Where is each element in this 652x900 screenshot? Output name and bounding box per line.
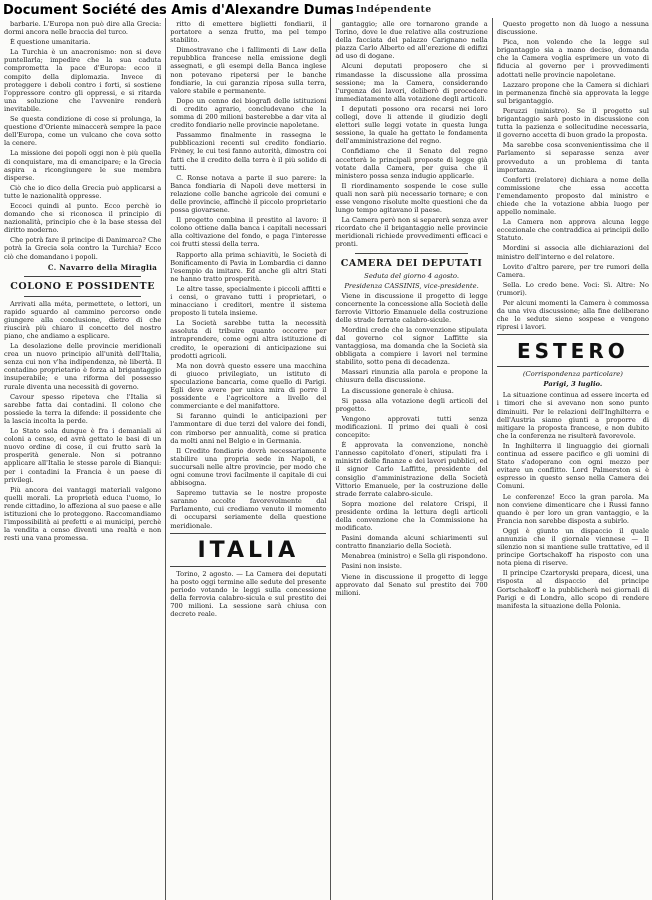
dateline: Parigi, 3 luglio. bbox=[543, 380, 603, 389]
column-3-paragraph: Alcuni deputati proposero che si rimandasse la discussione alla prossima sessione; ma la Camera, considerando l'urgenza dei lavori, deliberò di procedere immediatamente alla votazione degli articoli. bbox=[335, 62, 488, 103]
column-1-paragraph: Eccoci quindi al punto. Ecco perchè io domando che si riconosca il principio di nazionalità, principio che è la base stessa del diritto moderno. bbox=[4, 201, 162, 235]
column-1-paragraph: barbarie. L'Europa non può dire alla Grecia: dormi ancora nelle braccia del turco. bbox=[4, 20, 162, 37]
column-3-paragraph: Il riordinamento sospende le cose sulle quali non sarà più necessario tornare; e con esse vengono risolute molte questioni che da lungo tempo agitavano il paese. bbox=[335, 181, 488, 215]
presidency-line: Presidenza CASSINIS, vice-presidente. bbox=[344, 281, 479, 290]
column-2-paragraph: Rapporto alla prima schiavitù, le Società di Bonificamento di Pavia in Lombardia ci danno l'esempio da imitare. Ed anche gli altri Stati ne hanno tratto prosperità. bbox=[170, 250, 327, 283]
column-3-paragraph: gantaggio; alle ore tornarono grande a Torino, dove le due relative alla costruzione della facciata del palazzo Carignano nella piazza Carlo Alberto ed all'erezione di edifizi ad uso di dogane. bbox=[335, 20, 488, 61]
column-3-paragraph: Viene in discussione il progetto di legge concernente la concessione alla Società delle ferrovie Vittorio Emanuele della costruzione delle strade ferrate calabro-sicule. bbox=[335, 291, 488, 324]
column-4-paragraph: La situazione continua ad essere incerta ed i timori che si avevano non sono punto diminuiti. Per le relazioni dell'Inghilterra e dell'Austria siamo giunti a proporre di mitigare la proposta francese, e non dubito che la conferenza ne risulterà favorevole. bbox=[496, 391, 649, 440]
column-3-paragraph: Confidiamo che il Senato del regno accetterà le principali proposte di legge già votate dalla Camera, per guisa che il ministero possa senza indugio applicarle. bbox=[335, 147, 488, 180]
column-3-paragraph: Vengono approvati tutti senza modificazioni. Il primo dei quali è così concepito: bbox=[335, 414, 488, 440]
column-1 bbox=[0, 18, 165, 900]
column-1-paragraph: Ciò che io dico della Grecia può applicarsi a tutte le nazionalità oppresse. bbox=[4, 183, 162, 200]
column-3-paragraph: Si passa alla votazione degli articoli del progetto. bbox=[335, 396, 488, 413]
section-heading-camera: CAMERA DEI DEPUTATI bbox=[340, 257, 483, 269]
column-2-paragraph: Ma non dovrà questo essere una macchina di giuoco privilegiato, un istituto di speculazione bancaria, come quello di Parigi. Egli deve avere per unica mira di porre il possidente e l'agricoltore a livello del commerciante e del manifattore. bbox=[170, 361, 327, 411]
column-2-paragraph: Torino, 2 agosto. — La Camera dei deputati ha posto oggi termine alle sedute del presente periodo votando le leggi sulla concessione della ferrovia calabro-sicula e sul prestito dei 700 milioni. La sessione sarà chiusa con decreto reale. bbox=[170, 569, 327, 619]
column-3-paragraph: Massari rinunzia alla parola e propone la chiusura della discussione. bbox=[335, 368, 488, 385]
banner-title: Document Société des Amis d'Alexandre Dumas bbox=[3, 2, 354, 18]
divider bbox=[170, 533, 326, 534]
column-2 bbox=[166, 18, 330, 900]
column-4-paragraph: Il principe Czartoryski prepara, dicesi, una risposta al dispaccio del principe Gortschakoff e la pubblicherà nei giornali di Parigi e di Londra, allo scopo di rendere manifesta la situazione della Polonia. bbox=[496, 569, 649, 610]
divider bbox=[497, 366, 649, 367]
column-2-paragraph: La Società sarebbe tutta la necessità assoluta di tribuire quanto occorre per intraprendere, come ogni altra istituzione di credito, le operazioni di anticipazione sui prodotti agricoli. bbox=[170, 319, 327, 360]
column-1-paragraph: Cavour spesso ripeteva che l'Italia si sarebbe fatta dai contadini. Il colono che possiede la terra la difende: il possidente che la lascia incolta la perde. bbox=[4, 392, 162, 425]
divider bbox=[170, 566, 326, 567]
column-4-paragraph: In Inghilterra il linguaggio dei giornali continua ad essere pacifico e gli uomini di Stato s'adoperano con ogni mezzo per evitare un conflitto. Lord Palmerston si è espresso in questo senso nella Camera dei Comuni. bbox=[496, 441, 649, 491]
column-4-paragraph: Oggi è giunto un dispaccio il quale annunzia che il giornale viennese — Il silenzio non si mantiene sulle trattative, ed il principe Gortschakoff ha risposto con una nota piena di riserve. bbox=[496, 526, 649, 568]
column-3-paragraph: Viene in discussione il progetto di legge approvato dal Senato sul prestito dei 700 milioni. bbox=[335, 572, 488, 597]
divider bbox=[497, 334, 649, 335]
column-2-paragraph: Sapremo tuttavia se le nostre proposte saranno accolte favorevolmente dal Parlamento, cui crediamo venuto il momento di occuparsi seriamente della questione meridionale. bbox=[170, 489, 327, 530]
column-3-paragraph: Sopra mozione del relatore Crispi, il presidente ordina la lettura degli articoli della convenzione che la Commissione ha modificato. bbox=[335, 499, 488, 533]
column-1-paragraph: Se questa condizione di cose si prolunga, la questione d'Oriente minaccerà sempre la pace dell'Europa, come un vulcano che cova sotto la cenere. bbox=[4, 115, 162, 148]
article-heading: COLONO E POSSIDENTE bbox=[10, 280, 156, 292]
column-4-paragraph: Peruzzi (ministro). Se il progetto sul brigantaggio sarà posto in discussione con tutta la pazienza e sollecitudine necessaria, il governo accetta di buon grado la proposta. bbox=[496, 106, 649, 140]
column-2-paragraph: Le altre tasse, specialmente i piccoli affitti e i censi, o gravano tutti i proprietari, o minacciano i creditori, mentre il sistema proposto li tutela insieme. bbox=[170, 284, 327, 318]
column-2-paragraph: Dimostravano che i fallimenti di Law della repubblica francese nella emissione degli assegnati, e gli esempi della Banca inglese non potevano ripetersi per le banche fondiarie, la cui garanzia riposa sulla terra, valore stabile e permanente. bbox=[170, 46, 327, 95]
column-4-paragraph: Ma sarebbe cosa sconvenientissima che il Parlamento si separasse senza aver provveduto a un problema di tanta importanza. bbox=[496, 141, 649, 174]
divider bbox=[24, 276, 141, 277]
column-4-paragraph: Mordini si associa alle dichiarazioni del ministro dell'interno e del relatore. bbox=[496, 244, 649, 261]
column-4-paragraph: Pica, non volendo che la legge sul brigantaggio sia a mano deciso, domanda che la Camera voglia esprimere un voto di fiducia al governo per i provvedimenti adottati nelle provincie napoletane. bbox=[496, 38, 649, 79]
column-3-paragraph: Mordini crede che la convenzione stipulata dal governo col signor Laffitte sia vantaggiosa, ma domanda che la Società sia obbligata a compiere i lavori nel termine stabilito, sotto pena di decadenza. bbox=[335, 325, 488, 367]
column-1-paragraph: La missione dei popoli oggi non è più quella di conquistare, ma di emancipare; e la Grecia aspira a ricongiungere le sue membra disperse. bbox=[4, 149, 162, 182]
section-heading-estero: ESTERO bbox=[516, 339, 629, 364]
session-date: Seduta del giorno 4 agosto. bbox=[364, 271, 460, 280]
column-2-paragraph: Si faranno quindi le anticipazioni per l'ammontare di due terzi del valore dei fondi, con rimborso per annualità, come si pratica da molti anni nel Belgio e in Germania. bbox=[170, 412, 327, 445]
column-4-paragraph: Lovito d'altro parere, per tre rumori della Camera. bbox=[496, 262, 649, 279]
column-3-paragraph: Menabrea (ministro) e Sella gli rispondono. bbox=[341, 552, 488, 561]
column-2-paragraph: Dopo un cenno dei biografi delle istituzioni di credito agrario, concludevano che la somma di 200 milioni basterebbe a dar vita al credito fondiario nelle provincie napoletane. bbox=[170, 96, 327, 130]
column-4-paragraph: Le conferenze! Ecco la gran parola. Ma non conviene dimenticare che i Russi fanno quando è per loro un gran vantaggio, e la Francia non sarebbe disposta a subirlo. bbox=[496, 492, 649, 525]
column-3-paragraph: Pasini domanda alcuni schiarimenti sul contratto finanziario della Società. bbox=[335, 534, 488, 551]
column-4-paragraph: Lazzaro propone che la Camera si dichiari in permanenza finchè sia approvata la legge sul brigantaggio. bbox=[496, 80, 649, 105]
column-3-paragraph: La Camera però non si separerà senza aver ricordato che il brigantaggio nelle provincie meridionali richiede provvedimenti efficaci e pronti. bbox=[335, 216, 488, 249]
column-4-paragraph: La Camera non approva alcuna legge eccezionale che contraddica ai principii dello Statuto. bbox=[496, 218, 649, 243]
correspondence-label: (Corrispondenza particolare) bbox=[522, 370, 623, 379]
column-1-paragraph: Arrivati alla méta, permettete, o lettori, un rapido sguardo al cammino percorso onde giungere alla conclusione, dietro di che riuscirà più chiaro il concetto del nostro piano, che andiamo a esplicare. bbox=[4, 299, 162, 340]
column-1-paragraph: Più ancora dei vantaggi materiali valgono quelli morali. La proprietà educa l'uomo, lo rende cittadino, lo affeziona al suo paese e alle istituzioni che lo proteggono. Raccomandiamo l'impossibilità ai prefetti e ai municipi, perchè la vendita a censo diventi una realtà e non resti una vana promessa. bbox=[4, 485, 162, 543]
newspaper-columns bbox=[0, 18, 652, 900]
document-banner bbox=[0, 0, 652, 20]
column-3 bbox=[331, 18, 491, 900]
column-4-paragraph: Per alcuni momenti la Camera è commossa da una viva discussione; alla fine deliberano che le sedute sieno sospese e vengono ripresi i lavori. bbox=[496, 299, 649, 332]
section-heading-italia: ITALIA bbox=[197, 537, 300, 563]
column-1-paragraph: Lo Stato sola dunque è fra i demaniali ai coloni a censo, ed avrà gettato le basi di un nuovo ordine di cose, il cui frutto sarà la prosperità generale. Non si potranno applicare all'Italia le stesse parole di Bianqui: per i contadini la Francia è un paese di privilegi. bbox=[4, 427, 162, 484]
column-3-paragraph: La discussione generale è chiusa. bbox=[341, 386, 454, 395]
column-1-paragraph: La Turchia è un anacronismo: non si deve puntellarla; impedire che la sua caduta comprometta la pace d'Europa: ecco il compito della diplomazia. Invece di proteggere i deboli contro i forti, si sostiene l'oppressore contro gli oppressi, e si ritarda una soluzione che l'avvenire renderà inevitabile. bbox=[4, 48, 162, 113]
divider bbox=[355, 253, 467, 254]
column-3-paragraph: Pasini non insiste. bbox=[341, 562, 402, 571]
column-2-paragraph: Il Credito fondiario dovrà necessariamente stabilire una propria sede in Napoli, e succursali nelle altre provincie, per modo che ogni comune trovi facilmente il capitale di cui abbisogna. bbox=[170, 446, 327, 488]
column-2-paragraph: Il progetto combina il prestito al lavoro: il colono ottiene dalla banca i capitali necessari alla coltivazione del fondo, e paga l'interesse coi frutti stessi della terra. bbox=[170, 216, 327, 249]
column-4-paragraph: Sella. Lo credo bene. Voci: Sì. Altre: No (rumori). bbox=[496, 280, 649, 297]
column-2-paragraph: C. Ronse notava a parte il suo parere: la Banca fondiaria di Napoli deve mettersi in relazione colle banche agricole dei comuni e delle provincie, affinchè il piccolo proprietario possa giovarsene. bbox=[170, 173, 327, 215]
column-1-paragraph: La desolazione delle provincie meridionali crea un nuovo principio all'unità dell'Italia, senza cui non v'ha indipendenza, nè libertà. Il contadino proprietario è forza al brigantaggio insuperabile; e una riforma del possesso rurale diventa una necessità di governo. bbox=[4, 342, 162, 391]
divider bbox=[24, 296, 141, 297]
column-4-paragraph: Conforti (relatore) dichiara a nome della commissione che essa accetta l'emendamento proposto dal ministro e chiede che la votazione abbia luogo per appello nominale. bbox=[496, 175, 649, 217]
column-4-paragraph: Questo progetto non dà luogo a nessuna discussione. bbox=[496, 20, 649, 37]
column-3-paragraph: È approvata la convenzione, nonchè l'annesso capitolato d'oneri, stipulati fra i ministri delle finanze e dei lavori pubblici, ed il signor Carlo Laffitte, presidente del consiglio d'amministrazione della Società Vittorio Emanuele, per la costruzione delle strade ferrate calabro-sicule. bbox=[335, 441, 488, 498]
column-4 bbox=[493, 18, 652, 900]
column-2-paragraph: Passammo finalmente in rassegna le pubblicazioni recenti sul credito fondiario. Frèney, le cui tesi fanno autorità, dimostra coi fatti che il credito della terra è il più solido di tutti. bbox=[170, 131, 327, 172]
column-1-paragraph: Che potrà fare il principe di Danimarca? Che potrà la Grecia sola contro la Turchia? Ecco ciò che domandano i popoli. bbox=[4, 236, 162, 261]
masthead-fragment: Indépendente bbox=[355, 5, 432, 15]
article-signature: C. Navarro della Miraglia bbox=[47, 262, 158, 272]
column-3-paragraph: I deputati possono ora recarsi nei loro collegi, dove li attende il giudizio degli elettori sulle leggi votate in questa lunga sessione, la quale ha gettato le fondamenta dell'amministrazione del regno. bbox=[335, 104, 488, 146]
column-1-paragraph: È questione umanitaria. bbox=[10, 38, 91, 47]
column-2-paragraph: ritto di emettere biglietti fondiarii, il portatore a senza frutto, ma pel tempo stabilito. bbox=[170, 20, 327, 45]
